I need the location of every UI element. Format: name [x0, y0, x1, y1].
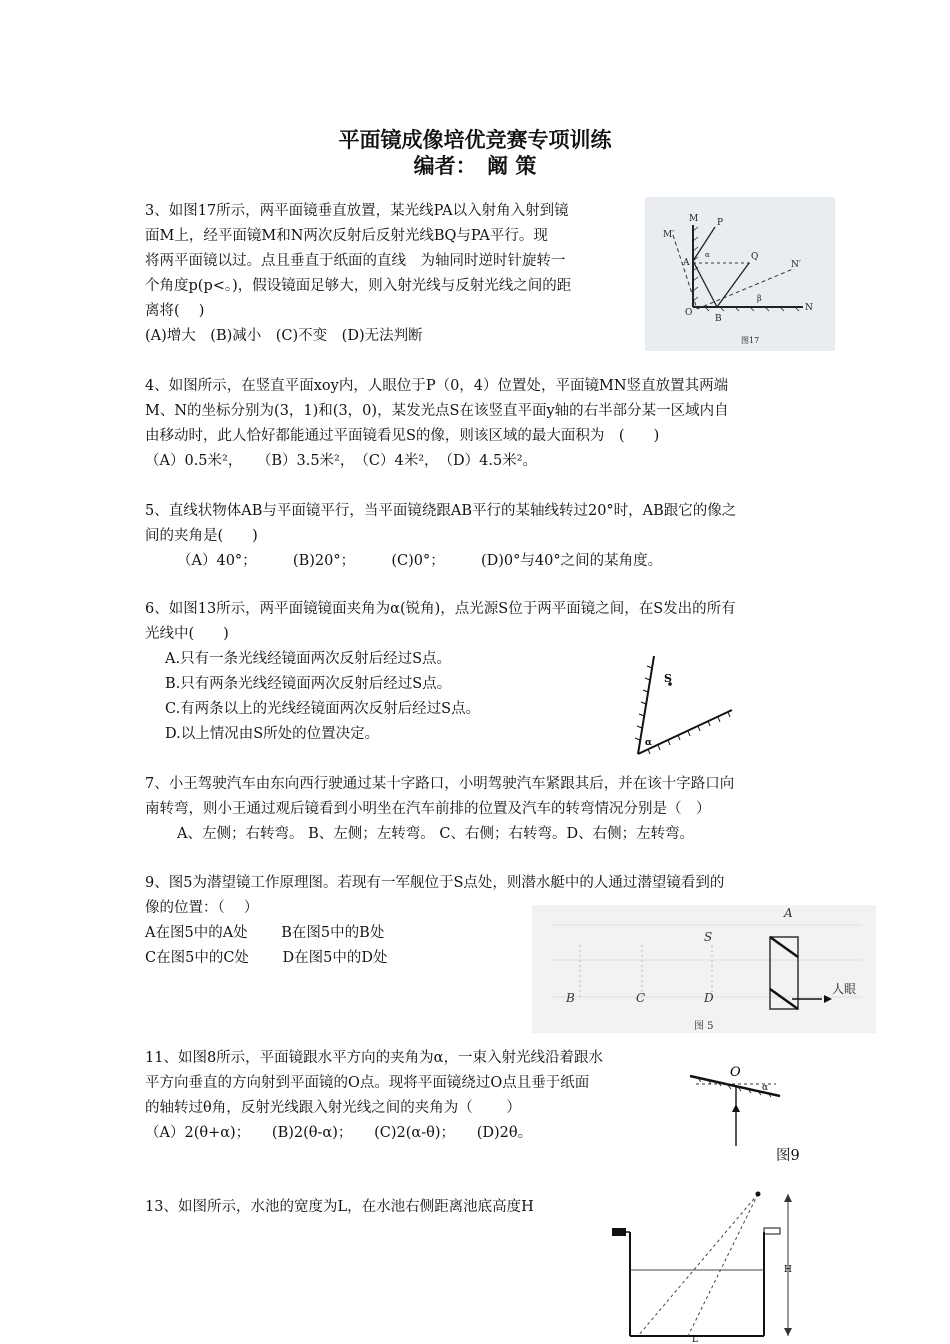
label-n: N — [805, 303, 813, 313]
q4-line: 由移动时，此人恰好都能通过平面镜看见S的像，则该区域的最大面积为 ( ) — [145, 428, 660, 444]
q3-line: 个角度p(p<。)，假设镜面足够大，则入射光线与反射光线之间的距 — [145, 278, 572, 294]
left-bank — [612, 1228, 626, 1236]
q3-options: (A)增大 (B)减小 (C)不变 (D)无法判断 — [145, 328, 423, 344]
label-b: B — [715, 314, 722, 324]
q6-option-a: A.只有一条光线经镜面两次反射后经过S点。 — [165, 651, 452, 667]
figure-13 — [628, 650, 740, 762]
q9-line: 像的位置：（ ） — [145, 900, 259, 916]
figure-pool — [608, 1186, 808, 1344]
q13-line: 13、如图所示，水池的宽度为L，在水池右侧距离池底高度H — [145, 1199, 534, 1215]
label-p: P — [717, 218, 724, 228]
label-alpha: α — [645, 738, 652, 748]
q6-line: 光线中( ) — [145, 626, 229, 642]
q3-line: 将两平面镜以过。点且垂直于纸面的直线 为轴同时逆时针旋转一 — [145, 253, 566, 269]
label-s: S — [704, 930, 713, 944]
question-7 — [145, 772, 734, 847]
figure-9-caption: 图9 — [776, 1148, 800, 1164]
q3-line: 离将( ) — [145, 303, 205, 319]
q9-line: 9、图5为潜望镜工作原理图。若现有一军舰位于S点处，则潜水艇中的人通过潜望镜看到的 — [145, 875, 725, 891]
q7-line: 7、小王驾驶汽车由东向西行驶通过某十字路口，小明驾驶汽车紧跟其后，并在该十字路口向 — [145, 776, 735, 792]
q7-options: A、左侧；右转弯。 B、左侧；左转弯。 C、右侧；右转弯。D、右侧；左转弯。 — [177, 826, 695, 842]
figure-17-caption: 图17 — [741, 336, 760, 345]
label-m-prime: M′ — [663, 230, 675, 240]
q6-option-b: B.只有两条光线经镜面两次反射后经过S点。 — [165, 676, 452, 692]
question-13 — [145, 1195, 534, 1220]
q11-line: 的轴转过θ角，反射光线跟入射光线之间的夹角为（ ） — [145, 1100, 521, 1116]
label-beta: β — [757, 294, 762, 303]
label-m: M — [689, 214, 699, 224]
label-o: O — [730, 1065, 741, 1080]
q5-line: 5、直线状物体AB与平面镜平行，当平面镜绕跟AB平行的某轴线转过20°时，AB跟它的像之 — [145, 503, 737, 519]
question-4 — [145, 374, 729, 474]
label-a: A — [784, 906, 793, 920]
q4-line: M、N的坐标分别为(3，1)和(3，0)，某发光点S在该竖直平面y轴的右半部分某一区域内自 — [145, 403, 729, 419]
label-alpha: α — [705, 251, 710, 259]
figure-5 — [532, 905, 876, 1033]
label-l: L — [692, 1335, 698, 1344]
q4-line: 4、如图所示，在竖直平面xoy内，人眼位于P（0，4）位置处，平面镜MN竖直放置其两端 — [145, 378, 729, 394]
label-eye: 人眼 — [832, 982, 857, 996]
q11-line: 11、如图8所示，平面镜跟水平方向的夹角为α，一束入射光线沿着跟水 — [145, 1050, 603, 1066]
label-c: C — [636, 991, 646, 1005]
label-s: S — [664, 672, 672, 685]
figure-9 — [686, 1060, 786, 1150]
q3-line: 面M上，经平面镜M和N两次反射后反射光线BQ与PA平行。现 — [145, 228, 548, 244]
q9-option-ab: A在图5中的A处 B在图5中的B处 — [145, 925, 385, 941]
label-o: O — [685, 308, 693, 318]
label-n-prime: N′ — [791, 260, 801, 270]
figure-17 — [645, 197, 835, 351]
q6-option-d: D.以上情况由S所处的位置决定。 — [165, 726, 380, 742]
figure-background — [645, 197, 835, 351]
label-alpha: α — [762, 1083, 769, 1093]
mirror-right — [638, 710, 732, 754]
q3-line: 3、如图17所示，两平面镜垂直放置，某光线PA以入射角入射到镜 — [145, 203, 569, 219]
q6-line: 6、如图13所示，两平面镜镜面夹角为α(锐角)，点光源S位于两平面镜之间，在S发出的所有 — [145, 601, 736, 617]
q5-options: （A）40°； (B)20°； (C)0°； (D)0°与40°之间的某角度。 — [177, 553, 663, 569]
question-11 — [145, 1046, 603, 1146]
label-q: Q — [751, 252, 759, 262]
page-title: 平面镜成像培优竞赛专项训练 — [338, 127, 612, 152]
question-5 — [145, 499, 736, 574]
question-3 — [145, 199, 571, 349]
q11-line: 平方向垂直的方向射到平面镜的O点。现将平面镜绕过O点且垂于纸面 — [145, 1075, 590, 1091]
q4-options: （A）0.5米²， （B）3.5米²， （C）4米²， （D）4.5米²。 — [145, 453, 538, 469]
q9-option-cd: C在图5中的C处 D在图5中的D处 — [145, 950, 388, 966]
q6-option-c: C.有两条以上的光线经镜面两次反射后经过S点。 — [165, 701, 481, 717]
label-d: D — [704, 991, 714, 1005]
q11-options: （A）2(θ+α)； (B)2(θ-α)； (C)2(α-θ)； (D)2θ。 — [145, 1125, 533, 1141]
eye-point — [756, 1192, 761, 1197]
q7-line: 南转弯，则小王通过观后镜看到小明坐在汽车前排的位置及汽车的转弯情况分别是（ ） — [145, 801, 711, 817]
author-line: 编者： 阚 策 — [413, 153, 537, 178]
label-b: B — [566, 991, 575, 1005]
label-a: A — [683, 258, 690, 268]
label-h: H — [784, 1265, 792, 1275]
figure-5-caption: 图 5 — [694, 1021, 714, 1032]
q5-line: 间的夹角是( ) — [145, 528, 258, 544]
right-bank — [764, 1228, 780, 1234]
figure-background — [532, 905, 876, 1033]
